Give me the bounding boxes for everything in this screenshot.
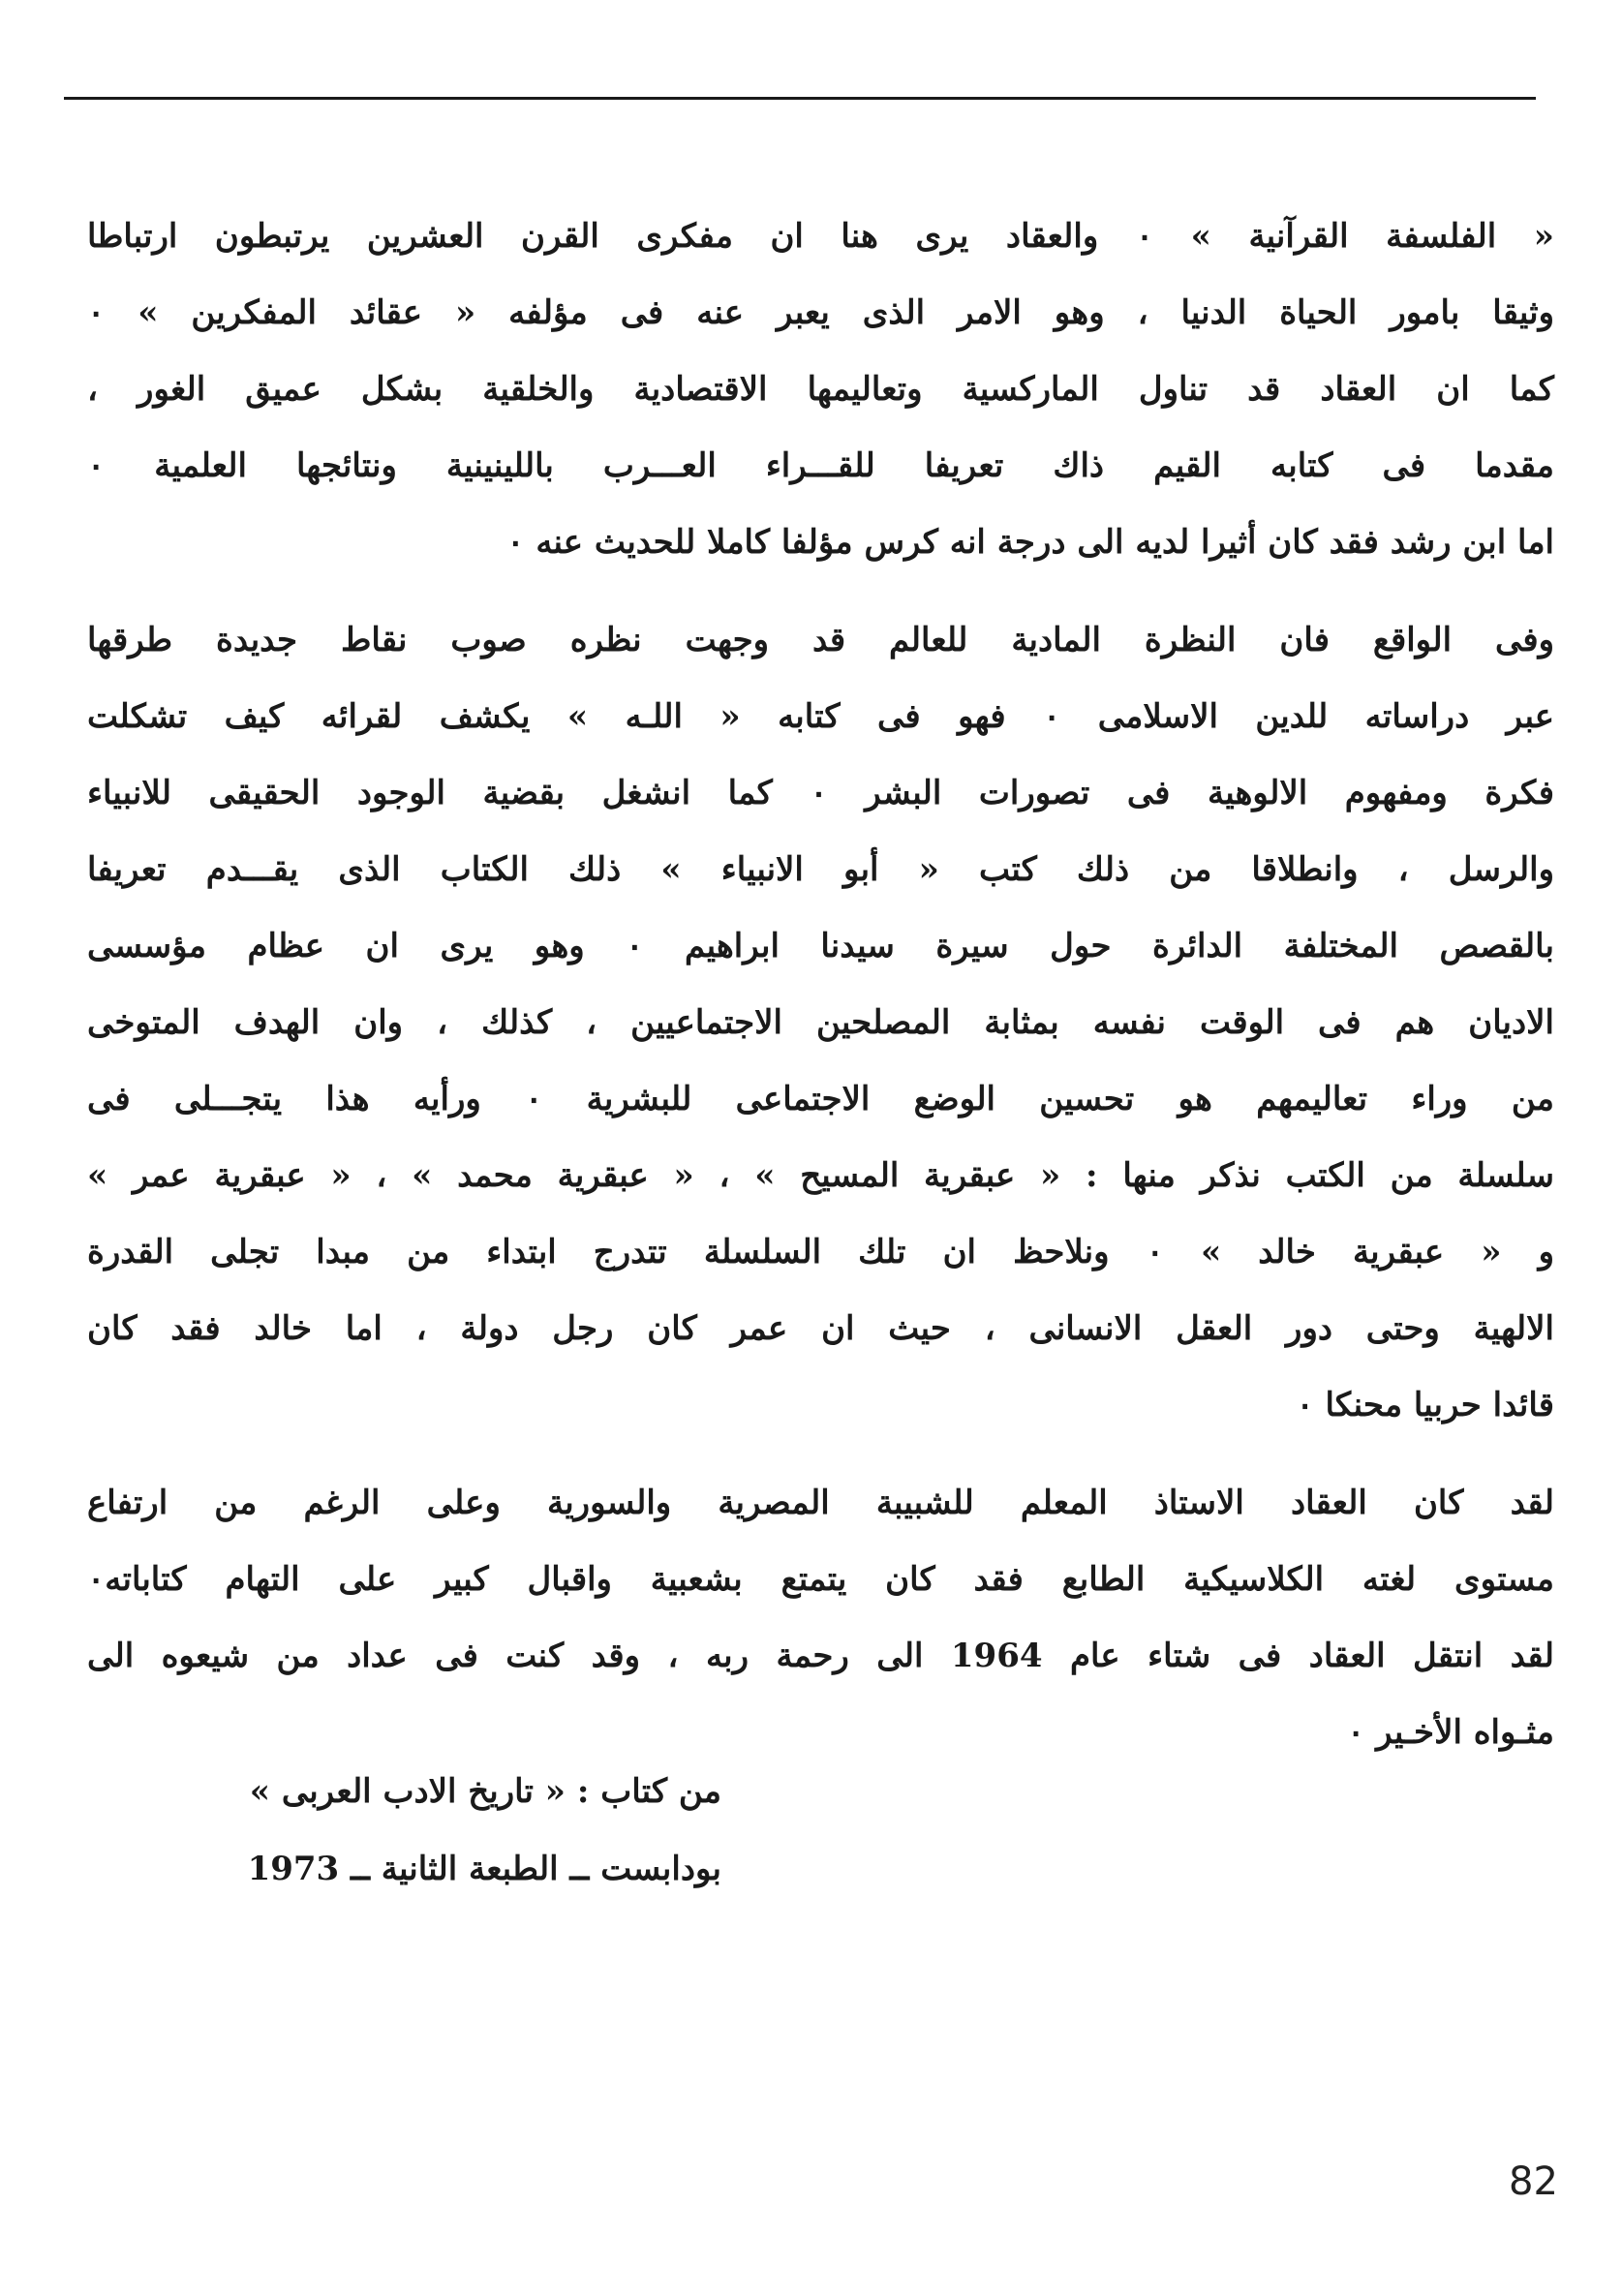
text-line: والرسل ، وانطلاقا من ذلك كتب « أبو الانبياء » ذلك الكتاب الذى يقـــدم تعريفا: [87, 850, 1554, 889]
text-line: قائدا حربيا محنكا ٠: [1296, 1386, 1554, 1424]
text-line: فكرة ومفهوم الالوهية فى تصورات البشر ٠ كما انشغل بقضية الوجود الحقيقى للانبياء: [87, 774, 1554, 812]
page-number: 82: [1509, 2159, 1558, 2204]
text-line: من وراء تعاليمهم هو تحسين الوضع الاجتماعى للبشرية ٠ ورأيه هذا يتجـــلى فى: [87, 1080, 1554, 1118]
text-line: مقدما فى كتابه القيم ذاك تعريفا للقـــراء العـــرب باللينينية ونتائجها العلمية ٠: [87, 446, 1554, 485]
text-line: لقد انتقل العقاد فى شتاء عام 1964 الى رحمة ربه ، وقد كنت فى عداد من شيعوه الى: [87, 1637, 1554, 1675]
text-line: وثيقا بامور الحياة الدنيا ، وهو الامر الذى يعبر عنه فى مؤلفه « عقائد المفكرين » ٠: [87, 293, 1554, 332]
paragraph-3: [87, 1465, 1554, 1771]
source-edition: بودابست ــ الطبعة الثانية ــ 1973: [247, 1850, 721, 1888]
text-line: عبر دراساته للدين الاسلامى ٠ فهو فى كتابه « اللـه » يكشف لقرائه كيف تشكلت: [87, 697, 1554, 736]
text-line: مستوى لغته الكلاسيكية الطابع فقد كان يتمتع بشعبية واقبال كبير على التهام كتاباته٠: [87, 1560, 1554, 1599]
text-line: « الفلسفة القرآنية » ٠ والعقاد يرى هنا ان مفكرى القرن العشرين يرتبطون ارتباطا: [87, 217, 1554, 256]
text-line: بالقصص المختلفة الدائرة حول سيرة سيدنا ابراهيم ٠ وهو يرى ان عظام مؤسسى: [87, 927, 1554, 965]
text-line: و « عبقرية خالد » ٠ ونلاحظ ان تلك السلسلة تتدرج ابتداء من مبدا تجلى القدرة: [87, 1233, 1554, 1271]
text-line: وفى الواقع فان النظرة المادية للعالم قد وجهت نظره صوب نقاط جديدة طرقها: [87, 621, 1554, 659]
text-line: كما ان العقاد قد تناول الماركسية وتعاليمها الاقتصادية والخلقية بشكل عميق الغور ،: [87, 370, 1554, 409]
source-book-title: من كتاب : « تاريخ الادب العربى »: [249, 1772, 721, 1811]
text-line: اما ابن رشد فقد كان أثيرا لديه الى درجة انه كرس مؤلفا كاملا للحديث عنه ٠: [506, 523, 1554, 562]
text-line: مثـواه الأخـير ٠: [1346, 1713, 1554, 1752]
source-citation: [248, 1753, 721, 1908]
text-line: لقد كان العقاد الاستاذ المعلم للشبيبة المصرية والسورية وعلى الرغم من ارتفاع: [87, 1484, 1554, 1522]
top-rule: [64, 97, 1536, 100]
paragraph-1: [87, 199, 1554, 581]
page-body: [87, 199, 1554, 1771]
text-line: سلسلة من الكتب نذكر منها : « عبقرية المسيح » ، « عبقرية محمد » ، « عبقرية عمر »: [87, 1156, 1554, 1195]
paragraph-2: [87, 602, 1554, 1444]
text-line: الاديان هم فى الوقت نفسه بمثابة المصلحين الاجتماعيين ، كذلك ، وان الهدف المتوخى: [87, 1003, 1554, 1042]
text-line: الالهية وحتى دور العقل الانسانى ، حيث ان عمر كان رجل دولة ، اما خالد فقد كان: [87, 1309, 1554, 1348]
